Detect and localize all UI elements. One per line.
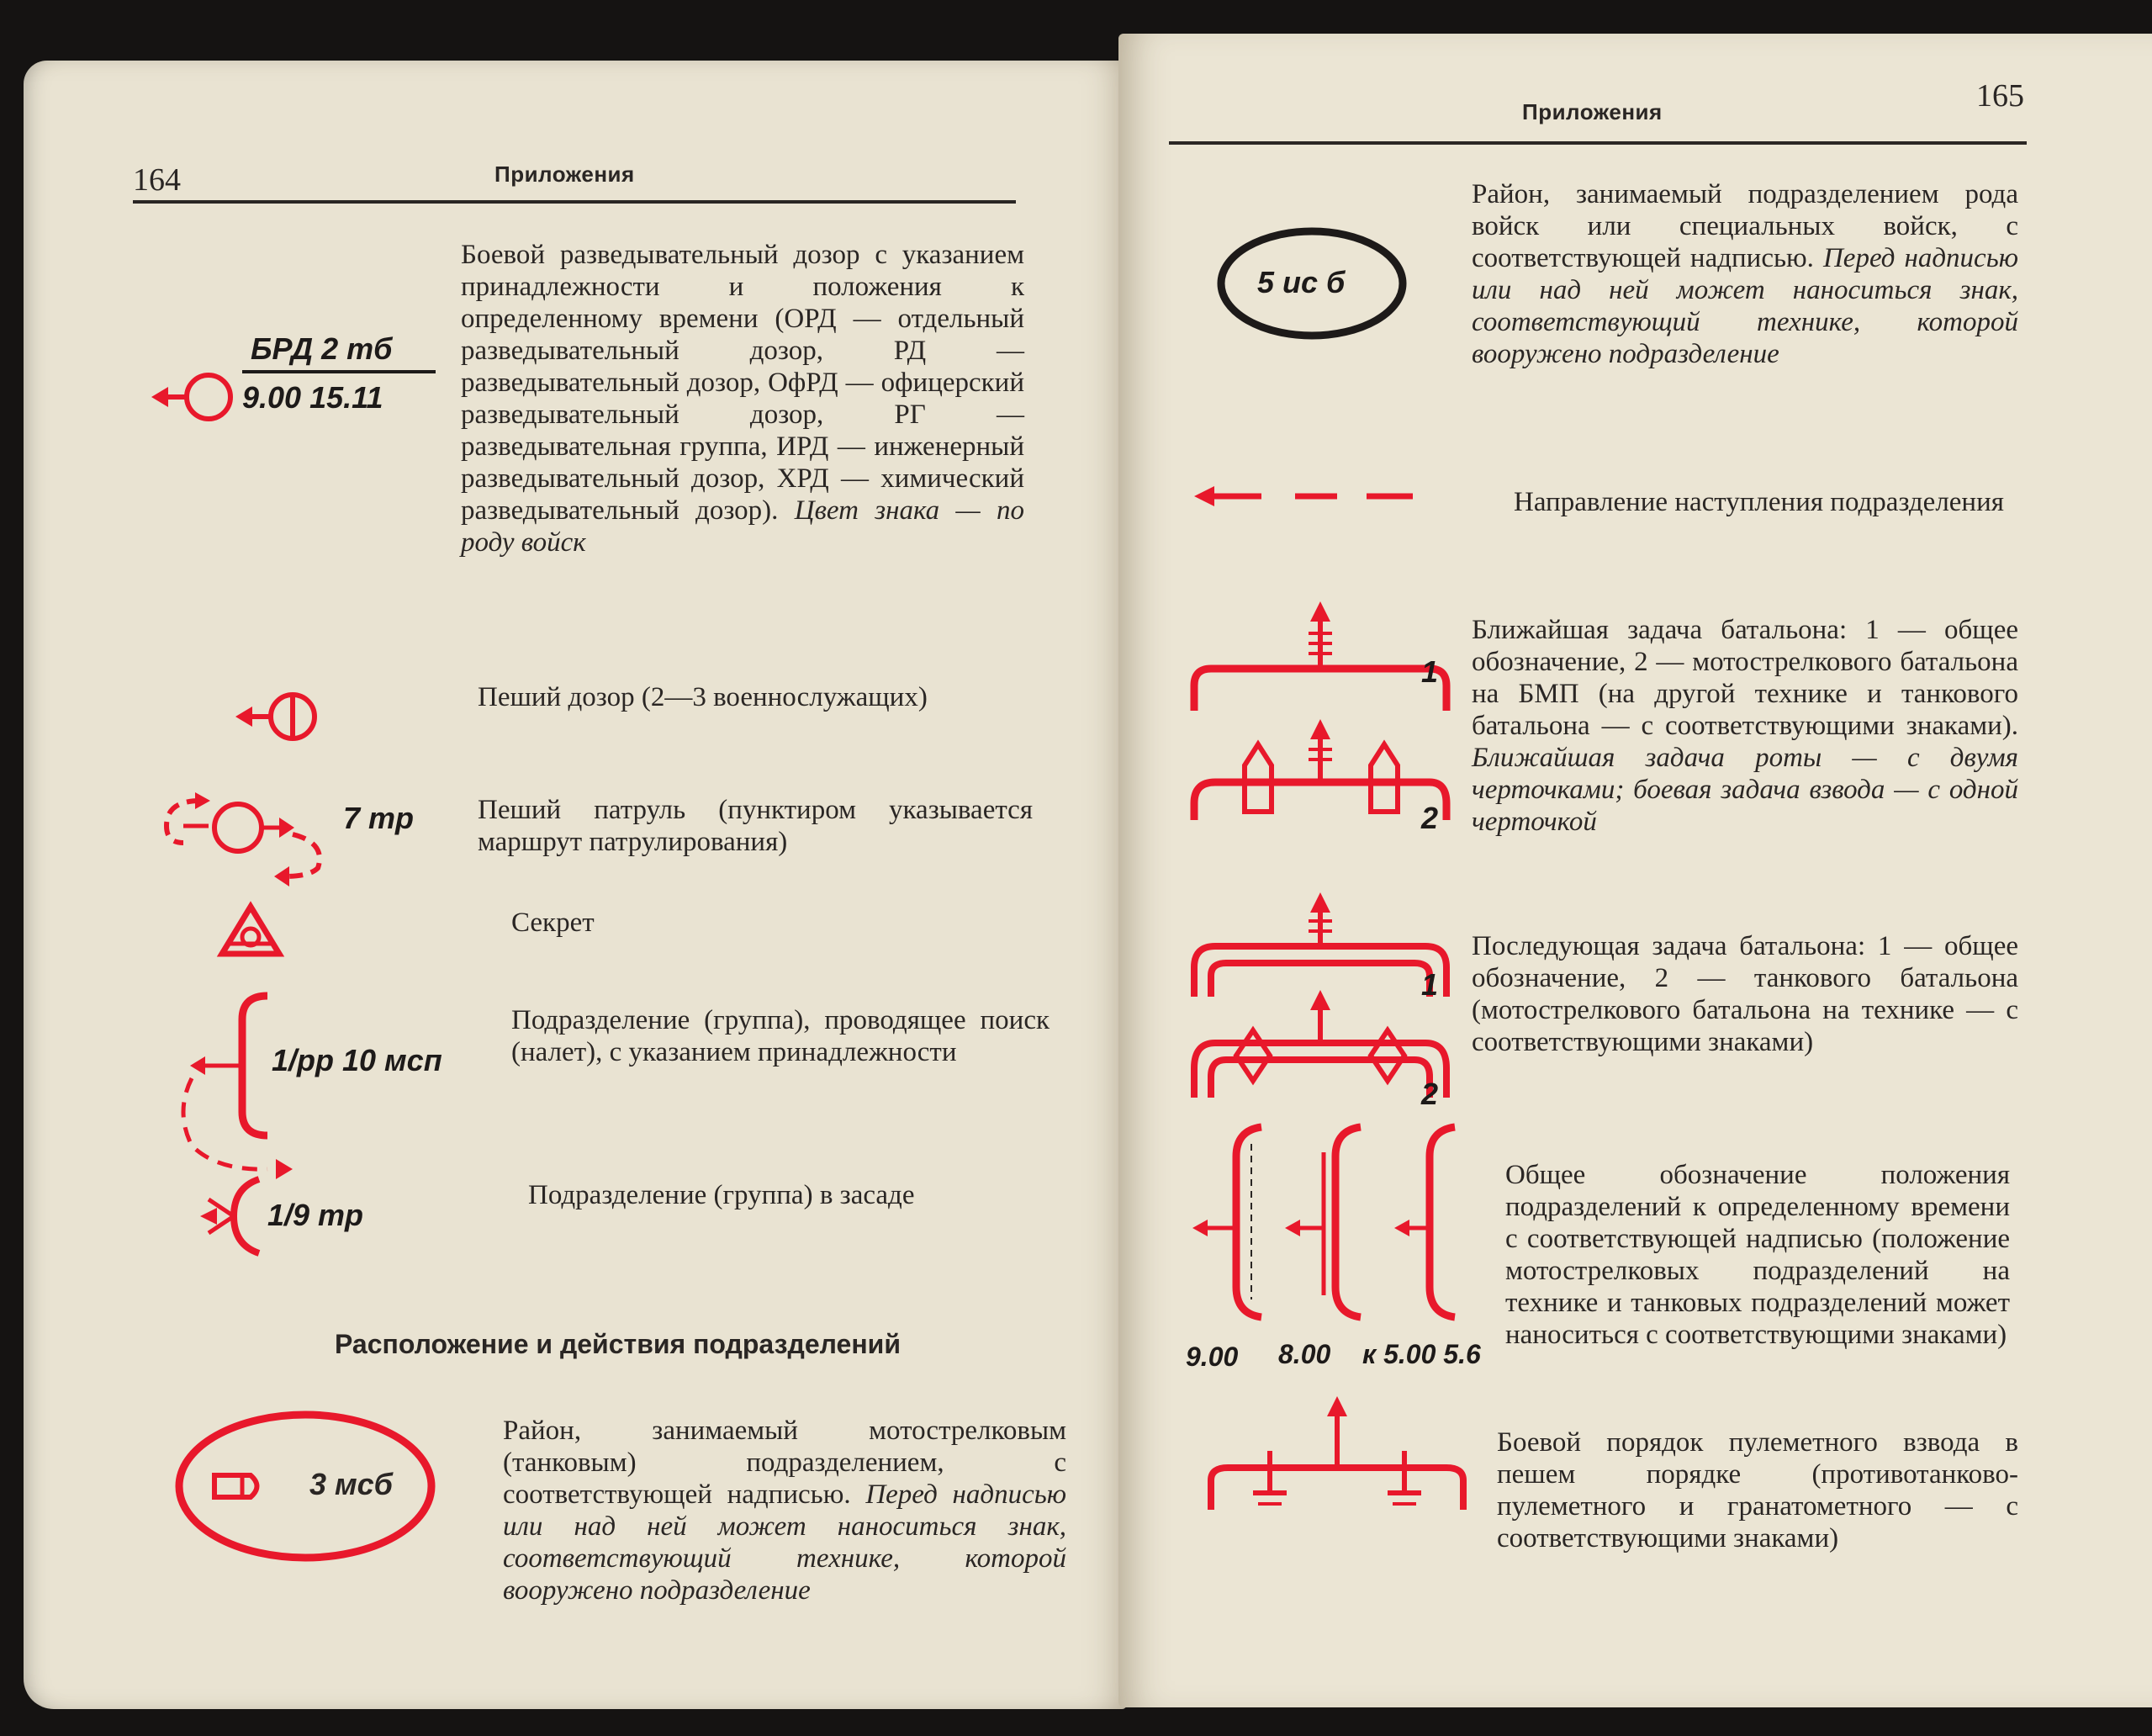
marker-2: 2 (1421, 801, 1439, 835)
search-unit-label: 1/рр 10 мсп (272, 1043, 442, 1077)
search-unit-symbol (167, 986, 318, 1188)
entry-text: Подразделение (группа), проводящее поиск (налет), с указанием принадлежности (511, 1005, 1050, 1067)
foot-patrol-symbol (234, 683, 326, 750)
entry-text: Район, занимаемый мотострелковым (танковым) подразделением, с соответствующей надписью. Перед надписью или над ней может наноситься знак, соответствующий технике, которой вооружено подразделение (503, 1416, 1067, 1606)
area-label: 5 ис б (1257, 265, 1346, 299)
ambush-label: 1/9 тр (267, 1198, 364, 1232)
page-number: 164 (133, 162, 181, 198)
entry-text: Общее обозначение положения подразделений к определенному времени с соответствующей надписью (положение мотострелковых подразделений на технике и танковых подразделений может наноситься с соответствующими знаками) (1505, 1160, 2010, 1350)
entry-text: Секрет (511, 908, 595, 938)
area-label: 3 мсб (309, 1467, 393, 1501)
marker-1: 1 (1421, 654, 1439, 689)
time-label-3: к 5.00 5.6 (1362, 1339, 1481, 1369)
immediate-task-symbol (1186, 593, 1455, 837)
fraction-line (242, 370, 436, 373)
patrol-route-symbol (150, 784, 368, 893)
entry-text: Пеший дозор (2—3 военнослужащих) (478, 682, 928, 712)
running-header: Приложения (1522, 99, 1663, 124)
entry-text: Направление наступления подразделения (1514, 487, 2004, 517)
section-title: Расположение и действия подразделений (335, 1329, 901, 1359)
header-rule (133, 200, 1016, 204)
mg-platoon-symbol (1203, 1388, 1472, 1514)
patrol-route-label: 7 тр (343, 801, 415, 835)
entry-text: Последующая задача батальона: 1 — общее обозначение, 2 — танкового батальона (мотострелкового батальона на технике — с соответствующими знаками) (1472, 931, 2018, 1057)
time-label-1: 9.00 (1186, 1342, 1239, 1372)
entry-text: Боевой порядок пулеметного взвода в пешем порядке (противотанково-пулеметного и гранатометного — с соответствующими знаками) (1497, 1427, 2018, 1553)
secret-symbol (217, 902, 284, 961)
position-symbol (1169, 1119, 1455, 1329)
entry-text: Пеший патруль (пунктиром указывается маршрут патрулирования) (478, 795, 1033, 857)
brd-label-bottom: 9.00 15.11 (242, 380, 383, 415)
page-number: 165 (1976, 78, 2024, 114)
running-header: Приложения (494, 161, 635, 187)
entry-text: Подразделение (группа) в засаде (528, 1180, 915, 1210)
attack-direction-symbol (1186, 479, 1421, 513)
time-label-2: 8.00 (1278, 1339, 1331, 1369)
patrol-symbol (150, 363, 242, 431)
entry-text: Боевой разведывательный дозор с указанием принадлежности и положения к определенному времени (ОРД — отдельный разведывательный дозор, РД — разведывательный дозор, ОфРД — офицерский разведывательный дозор, РГ — разведывательная группа, ИРД — инженерный разведывательный дозор, ХРД — химический разведывательный дозор). Цвет знака — по роду войск (461, 240, 1025, 558)
right-page (1118, 34, 2152, 1707)
subsequent-task-symbol (1186, 887, 1455, 1114)
left-page (24, 61, 1127, 1709)
marker-1: 1 (1421, 967, 1439, 1002)
header-rule (1169, 141, 2027, 145)
entry-text: Район, занимаемый подразделением рода войск или специальных войск, с соответствующей надписью. Перед надписью или над ней может наноситься знак, соответствующий технике, которой вооружено подразделение (1472, 179, 2018, 369)
area-symbol (171, 1406, 440, 1566)
marker-2: 2 (1421, 1077, 1439, 1111)
brd-label-top: БРД 2 тб (251, 331, 393, 366)
entry-text: Ближайшая задача батальона: 1 — общее обозначение, 2 — мотострелкового батальона на БМП (на другой технике и танкового батальона — с соответствующими знаками). Ближайшая задача роты — с двумя черточками; боевая задача взвода — с одной черточкой (1472, 615, 2018, 837)
